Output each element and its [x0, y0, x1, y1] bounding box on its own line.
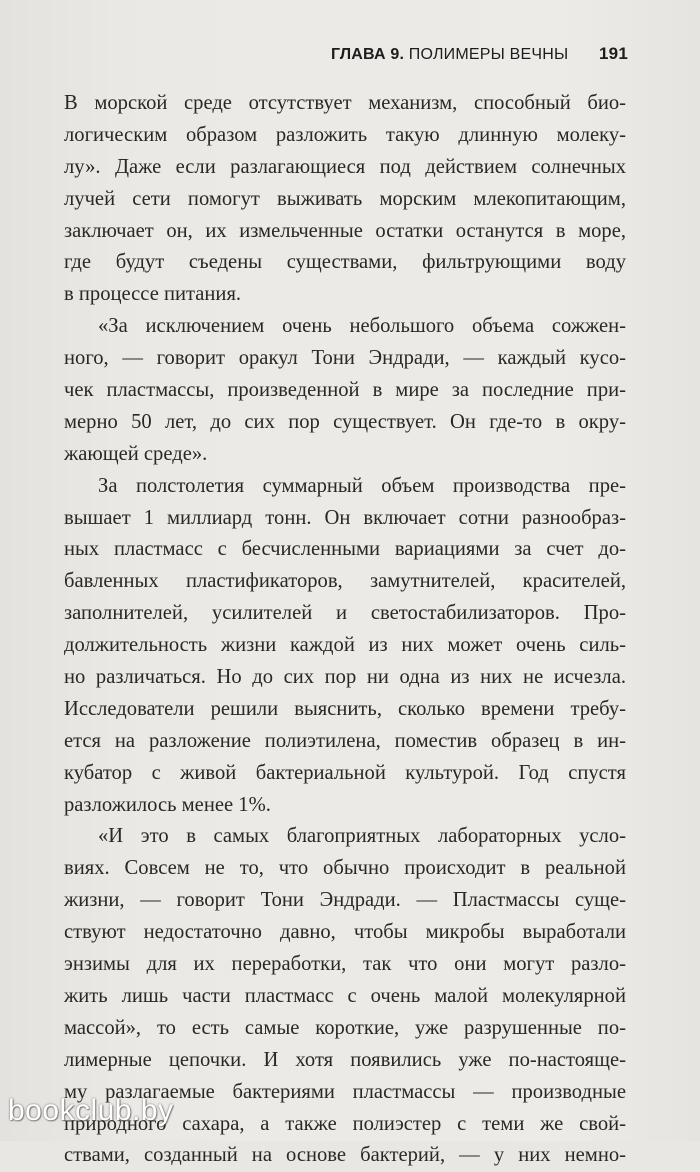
text-line: вышает 1 миллиард тонн. Он включает сотни разнообраз-	[64, 506, 626, 529]
text-line: му разлагаемые бактериями пластмассы — производные	[64, 1080, 626, 1103]
text-line: ных пластмасс с бесчисленными вариациями за счет до-	[64, 538, 626, 561]
text-line: бавленных пластификаторов, замутнителей, красителей,	[64, 570, 626, 593]
text-line: «За исключением очень небольшого объема сожжен-	[98, 315, 626, 338]
text-line: в процессе питания.	[64, 283, 242, 306]
text-line: жизни, — говорит Тони Эндради. — Пластмассы суще-	[64, 889, 626, 912]
text-line: ется на разложение полиэтилена, поместив образец в ин-	[64, 729, 626, 752]
chapter-title: ПОЛИМЕРЫ ВЕЧНЫ	[408, 46, 569, 63]
text-line: природного сахара, а также полиэстер с теми же свой-	[64, 1112, 626, 1135]
text-line: логическим образом разложить такую длинную молеку-	[64, 123, 626, 146]
text-line: лимерные цепочки. И хотя появились уже по-настояще-	[64, 1048, 626, 1071]
text-line: заключает он, их измельченные остатки останутся в море,	[64, 219, 626, 242]
text-line: лу». Даже если разлагающиеся под действием солнечных	[64, 155, 626, 178]
text-line: разложилось менее 1%.	[64, 793, 271, 816]
text-line: но различаться. Но до сих пор ни одна из них не исчезла.	[64, 666, 626, 689]
text-line: массой», то есть самые короткие, уже разрушенные по-	[64, 1016, 626, 1039]
body-text	[64, 88, 626, 1172]
text-line: ствуют недостаточно давно, чтобы микробы выработали	[64, 921, 626, 944]
text-line: Исследователи решили выяснить, сколько времени требу-	[64, 697, 626, 720]
text-line: ного, — говорит оракул Тони Эндради, — каждый кусо-	[64, 347, 626, 370]
text-line: жающей среде».	[64, 442, 208, 465]
text-line: жить лишь части пластмасс с очень малой молекулярной	[64, 984, 626, 1007]
running-head	[331, 44, 628, 64]
text-line: заполнителей, усилителей и светостабилизаторов. Про-	[64, 602, 626, 625]
text-line: ствами, созданный на основе бактерий, — у них немно-	[64, 1144, 626, 1167]
text-line: виях. Совсем не то, что обычно происходит в реальной	[64, 857, 626, 880]
text-line: кубатор с живой бактериальной культурой. Год спустя	[64, 761, 626, 784]
text-line: энзимы для их переработки, так что они могут разло-	[64, 953, 626, 976]
text-line: «И это в самых благоприятных лабораторных усло-	[98, 825, 626, 848]
text-line: должительность жизни каждой из них может очень силь-	[64, 634, 626, 657]
page-number: 191	[599, 44, 628, 63]
text-line: За полстолетия суммарный объем производства пре-	[98, 474, 626, 497]
watermark-logo: bookclub.by	[8, 1094, 174, 1127]
text-line: где будут съедены существами, фильтрующими воду	[64, 251, 626, 274]
text-line: мерно 50 лет, до сих пор существует. Он где-то в окру-	[64, 410, 626, 433]
text-line: лучей сети помогут выживать морским млекопитающим,	[64, 187, 626, 210]
text-line: чек пластмассы, произведенной в мире за последние при-	[64, 379, 626, 402]
chapter-number: ГЛАВА 9.	[330, 46, 405, 63]
text-line: В морской среде отсутствует механизм, способный био-	[64, 92, 626, 114]
